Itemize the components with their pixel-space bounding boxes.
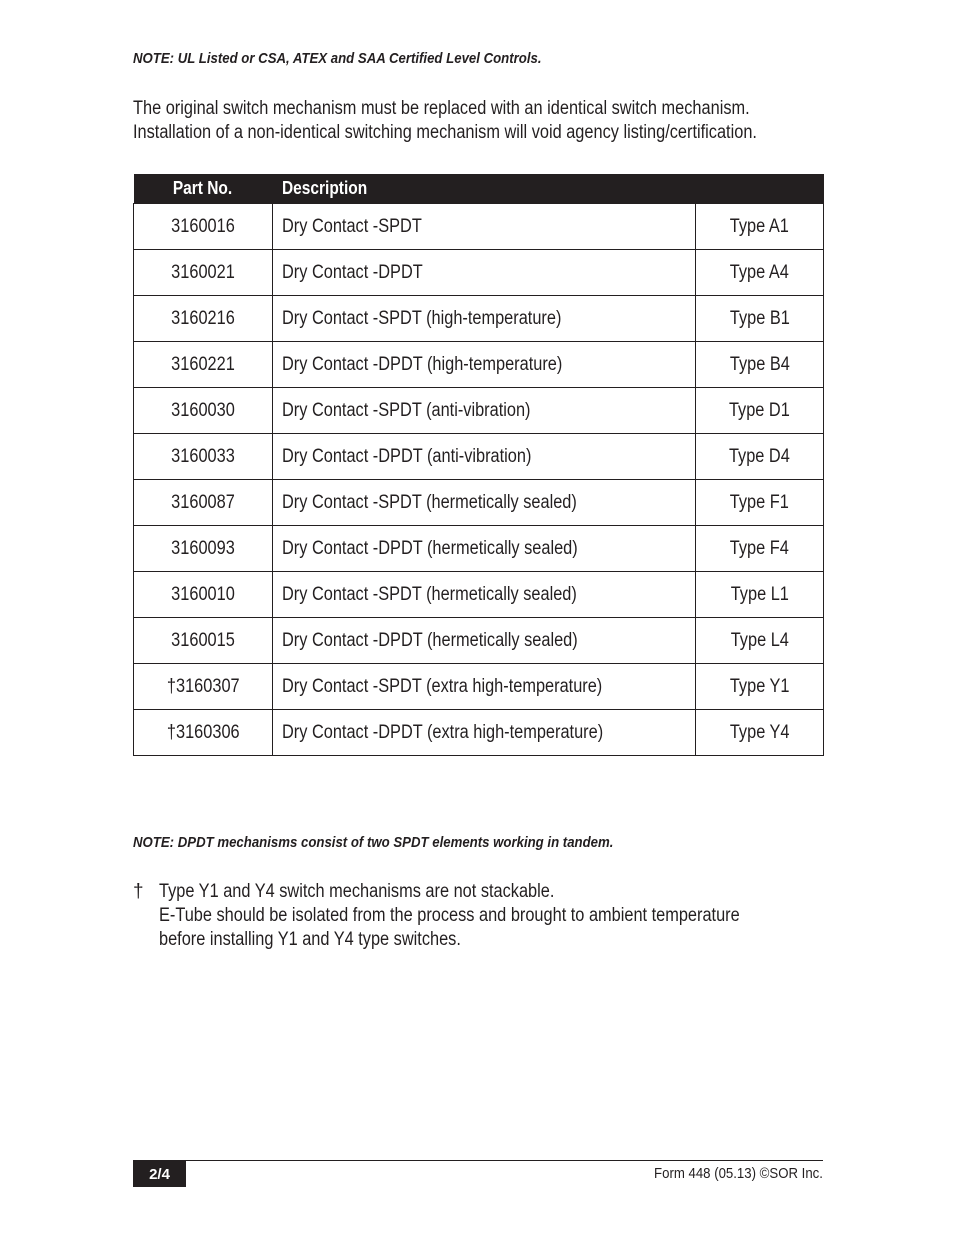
table-row: [134, 250, 824, 296]
footnote-line-2: E-Tube should be isolated from the process and brought to ambient temperature: [159, 905, 740, 926]
table-row: [134, 204, 824, 250]
cell-description: Dry Contact -SPDT (extra high-temperature): [273, 664, 696, 710]
table-row: [134, 664, 824, 710]
cell-description: Dry Contact -SPDT (high-temperature): [273, 296, 696, 342]
header-part-no: Part No.: [134, 174, 273, 204]
table-row: [134, 296, 824, 342]
cell-part-no: †3160306: [134, 710, 273, 756]
dagger-mark: †: [133, 881, 144, 902]
table-row: [134, 434, 824, 480]
cell-type: Type A4: [696, 250, 824, 296]
cell-description: Dry Contact -DPDT: [273, 250, 696, 296]
cell-part-no: 3160087: [134, 480, 273, 526]
cell-description: Dry Contact -SPDT (hermetically sealed): [273, 572, 696, 618]
cell-part-no: 3160021: [134, 250, 273, 296]
table-row: [134, 342, 824, 388]
table-row: [134, 388, 824, 434]
footnote-line-3: before installing Y1 and Y4 type switches.: [159, 929, 461, 950]
intro-line-2: Installation of a non-identical switching mechanism will void agency listing/certification.: [133, 122, 757, 143]
cell-part-no: 3160221: [134, 342, 273, 388]
table-header-row: [134, 174, 824, 204]
cell-part-no: 3160015: [134, 618, 273, 664]
cell-type: Type L4: [696, 618, 824, 664]
cell-part-no: 3160216: [134, 296, 273, 342]
dpdt-note: NOTE: DPDT mechanisms consist of two SPDT elements working in tandem.: [133, 834, 614, 851]
footer-divider: [133, 1160, 823, 1161]
cell-type: Type B1: [696, 296, 824, 342]
header-description: Description: [273, 174, 696, 204]
cell-type: Type Y4: [696, 710, 824, 756]
cell-part-no: 3160093: [134, 526, 273, 572]
cell-description: Dry Contact -DPDT (high-temperature): [273, 342, 696, 388]
table-row: [134, 526, 824, 572]
cell-type: Type D4: [696, 434, 824, 480]
table-row: [134, 618, 824, 664]
cell-type: Type L1: [696, 572, 824, 618]
cell-description: Dry Contact -DPDT (hermetically sealed): [273, 526, 696, 572]
cell-type: Type F1: [696, 480, 824, 526]
form-info: Form 448 (05.13) ©SOR Inc.: [654, 1165, 823, 1182]
cell-type: Type F4: [696, 526, 824, 572]
cell-part-no: †3160307: [134, 664, 273, 710]
cell-description: Dry Contact -DPDT (hermetically sealed): [273, 618, 696, 664]
parts-table: [133, 174, 824, 756]
table-row: [134, 572, 824, 618]
cell-part-no: 3160010: [134, 572, 273, 618]
footnote-text: [159, 880, 864, 952]
cell-part-no: 3160033: [134, 434, 273, 480]
cell-description: Dry Contact -SPDT: [273, 204, 696, 250]
cell-type: Type A1: [696, 204, 824, 250]
table-row: [134, 710, 824, 756]
intro-paragraph: [133, 97, 821, 145]
table-row: [134, 480, 824, 526]
cell-type: Type Y1: [696, 664, 824, 710]
cell-description: Dry Contact -SPDT (hermetically sealed): [273, 480, 696, 526]
cell-type: Type D1: [696, 388, 824, 434]
cell-description: Dry Contact -SPDT (anti-vibration): [273, 388, 696, 434]
cell-description: Dry Contact -DPDT (anti-vibration): [273, 434, 696, 480]
cell-part-no: 3160016: [134, 204, 273, 250]
cell-description: Dry Contact -DPDT (extra high-temperature): [273, 710, 696, 756]
certification-note: NOTE: UL Listed or CSA, ATEX and SAA Certified Level Controls.: [133, 50, 542, 67]
footnote-line-1: Type Y1 and Y4 switch mechanisms are not stackable.: [159, 881, 555, 902]
page-number: 2/4: [133, 1161, 186, 1187]
header-type: [696, 174, 824, 204]
cell-part-no: 3160030: [134, 388, 273, 434]
cell-type: Type B4: [696, 342, 824, 388]
intro-line-1: The original switch mechanism must be replaced with an identical switch mechanism.: [133, 98, 750, 119]
